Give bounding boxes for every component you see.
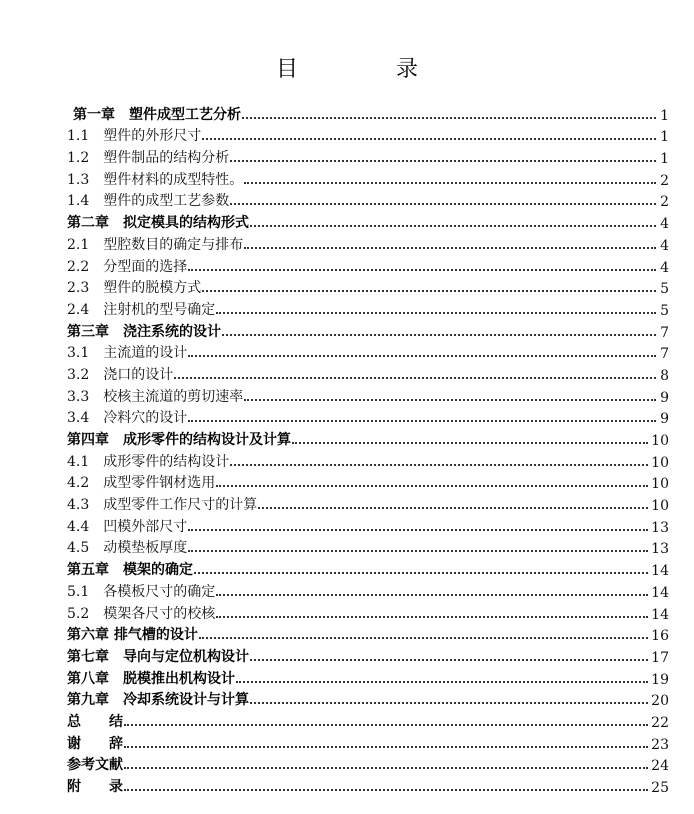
toc-section-entry[interactable]: [67, 536, 669, 558]
toc-chapter-entry[interactable]: [67, 709, 669, 731]
toc-entry-label: 5.2 模架各尺寸的校核: [67, 605, 216, 622]
toc-entry-label: 谢 辞: [67, 735, 123, 752]
toc-page-number: 10: [651, 433, 669, 449]
toc-page-number: 13: [651, 541, 669, 558]
toc-page-number: 10: [651, 476, 669, 493]
toc-entry-label: 2.1 型腔数目的确定与排布: [67, 236, 244, 253]
dot-leader: [174, 377, 656, 379]
dot-leader: [250, 225, 656, 227]
toc-page-number: 4: [660, 216, 669, 233]
toc-section-entry[interactable]: [67, 384, 669, 406]
toc-entry-label: 4.5 动模垫板厚度: [67, 540, 188, 557]
dot-leader: [124, 746, 648, 748]
toc-chapter-entry[interactable]: [67, 753, 669, 775]
toc-section-entry[interactable]: [67, 232, 669, 254]
toc-page-number: 1: [660, 129, 669, 146]
toc-page-number: 14: [651, 563, 669, 580]
dot-leader: [202, 290, 656, 292]
dot-leader: [230, 203, 656, 205]
toc-section-entry[interactable]: [67, 297, 669, 319]
toc-chapter-entry[interactable]: [67, 210, 669, 232]
toc-section-entry[interactable]: [67, 145, 669, 167]
toc-page-number: 4: [660, 259, 669, 276]
toc-section-entry[interactable]: [67, 601, 669, 623]
toc-chapter-entry[interactable]: [67, 731, 669, 753]
toc-page-number: 19: [651, 671, 669, 688]
toc-page-number: 16: [651, 628, 669, 645]
dot-leader: [194, 572, 648, 574]
toc-section-entry[interactable]: [67, 276, 669, 298]
dot-leader: [188, 529, 648, 531]
toc-chapter-entry[interactable]: [67, 644, 669, 666]
toc-entry-label: 1.3 塑件材料的成型特性。: [67, 171, 244, 188]
toc-entry-label: 2.3 塑件的脱模方式: [67, 280, 202, 297]
dot-leader: [222, 334, 656, 336]
dot-leader: [244, 182, 656, 184]
toc-chapter-entry[interactable]: [67, 666, 669, 688]
toc-page-number: 10: [651, 454, 669, 471]
page-title: 目 录: [275, 57, 456, 82]
dot-leader: [188, 269, 656, 271]
toc-entry-label: 第四章 成形零件的结构设计及计算: [67, 432, 291, 448]
toc-page-number: 13: [651, 519, 669, 536]
dot-leader: [292, 442, 648, 444]
toc-entry-label: 4.3 成型零件工作尺寸的计算: [67, 497, 258, 514]
toc-section-entry[interactable]: [67, 579, 669, 601]
toc-page-number: 4: [660, 237, 669, 254]
toc-page-number: 8: [660, 367, 669, 384]
dot-leader: [250, 659, 648, 661]
dot-leader: [199, 637, 648, 639]
table-of-contents: [67, 102, 669, 796]
toc-entry-label: 4.1 成形零件的结构设计: [67, 453, 230, 470]
dot-leader: [244, 247, 656, 249]
toc-page-number: 7: [660, 324, 669, 341]
toc-entry-label: 2.4 注射机的型号确定: [67, 301, 216, 318]
dot-leader: [244, 399, 656, 401]
toc-page-number: 9: [660, 389, 669, 406]
toc-entry-label: 第一章 塑件成型工艺分析: [73, 106, 241, 123]
toc-page-number: 20: [651, 693, 669, 710]
toc-section-entry[interactable]: [67, 362, 669, 384]
toc-section-entry[interactable]: [67, 341, 669, 363]
dot-leader: [124, 767, 648, 769]
toc-entry-label: 第二章 拟定模具的结构形式: [67, 215, 249, 232]
toc-chapter-entry[interactable]: [67, 557, 669, 579]
toc-section-entry[interactable]: [67, 167, 669, 189]
toc-chapter-entry[interactable]: [67, 623, 669, 645]
toc-section-entry[interactable]: [67, 492, 669, 514]
toc-entry-label: 第三章 浇注系统的设计: [67, 323, 221, 340]
toc-page-number: 1: [660, 151, 669, 168]
dot-leader: [216, 485, 648, 487]
dot-leader: [216, 616, 648, 618]
toc-entry-label: 2.2 分型面的选择: [67, 258, 188, 275]
toc-section-entry[interactable]: [67, 254, 669, 276]
dot-leader: [216, 594, 648, 596]
toc-section-entry[interactable]: [67, 471, 669, 493]
toc-page-number: 14: [651, 584, 669, 601]
toc-chapter-entry[interactable]: [67, 688, 669, 710]
toc-chapter-entry[interactable]: [67, 102, 669, 124]
toc-page-number: 2: [660, 194, 669, 211]
toc-page-number: 23: [651, 736, 669, 753]
dot-leader: [250, 702, 648, 704]
dot-leader: [216, 312, 656, 314]
toc-entry-label: 4.2 成型零件钢材选用: [67, 475, 216, 492]
toc-entry-label: 第五章 模架的确定: [67, 562, 193, 579]
toc-chapter-entry[interactable]: [67, 774, 669, 796]
toc-entry-label: 1.4 塑件的成型工艺参数: [67, 193, 230, 210]
dot-leader: [230, 160, 656, 162]
toc-chapter-entry[interactable]: [67, 427, 669, 449]
toc-entry-label: 第六章 排气槽的设计: [67, 627, 198, 644]
toc-entry-label: 5.1 各模板尺寸的确定: [67, 583, 216, 600]
toc-page-number: 25: [651, 780, 669, 796]
toc-section-entry[interactable]: [67, 406, 669, 428]
toc-page-number: 1: [660, 107, 669, 124]
toc-page-number: 5: [660, 281, 669, 298]
dot-leader: [124, 724, 648, 726]
toc-section-entry[interactable]: [67, 189, 669, 211]
toc-page-number: 5: [660, 302, 669, 319]
dot-leader: [188, 355, 656, 357]
toc-section-entry[interactable]: [67, 124, 669, 146]
toc-page-number: 17: [651, 649, 669, 666]
toc-entry-label: 3.4 冷料穴的设计: [67, 410, 188, 427]
toc-page-number: 24: [651, 758, 669, 775]
dot-leader: [188, 550, 648, 552]
toc-entry-label: 第九章 冷却系统设计与计算: [67, 692, 249, 709]
toc-page-number: 14: [651, 606, 669, 623]
dot-leader: [202, 138, 656, 140]
toc-section-entry[interactable]: [67, 449, 669, 471]
dot-leader: [236, 681, 648, 683]
toc-entry-label: 第七章 导向与定位机构设计: [67, 648, 249, 665]
toc-chapter-entry[interactable]: [67, 319, 669, 341]
dot-leader: [258, 507, 648, 509]
toc-page-number: 10: [651, 498, 669, 515]
toc-entry-label: 3.2 浇口的设计: [67, 366, 174, 383]
toc-entry-label: 参考文献: [67, 757, 123, 774]
toc-entry-label: 3.3 校核主流道的剪切速率: [67, 388, 244, 405]
toc-entry-label: 总 结: [67, 713, 123, 730]
toc-entry-label: 附 录: [67, 779, 123, 795]
dot-leader: [188, 420, 656, 422]
toc-entry-label: 1.2 塑件制品的结构分析: [67, 150, 230, 167]
toc-entry-label: 1.1 塑件的外形尺寸: [67, 128, 202, 145]
dot-leader: [242, 117, 656, 119]
toc-entry-label: 3.1 主流道的设计: [67, 345, 188, 362]
toc-entry-label: 4.4 凹模外部尺寸: [67, 518, 188, 535]
toc-page-number: 22: [651, 714, 669, 731]
dot-leader: [124, 789, 648, 791]
toc-page-number: 7: [660, 346, 669, 363]
toc-page-number: 9: [660, 411, 669, 428]
toc-entry-label: 第八章 脱模推出机构设计: [67, 670, 235, 687]
toc-section-entry[interactable]: [67, 514, 669, 536]
dot-leader: [230, 464, 648, 466]
toc-page-number: 2: [660, 172, 669, 189]
